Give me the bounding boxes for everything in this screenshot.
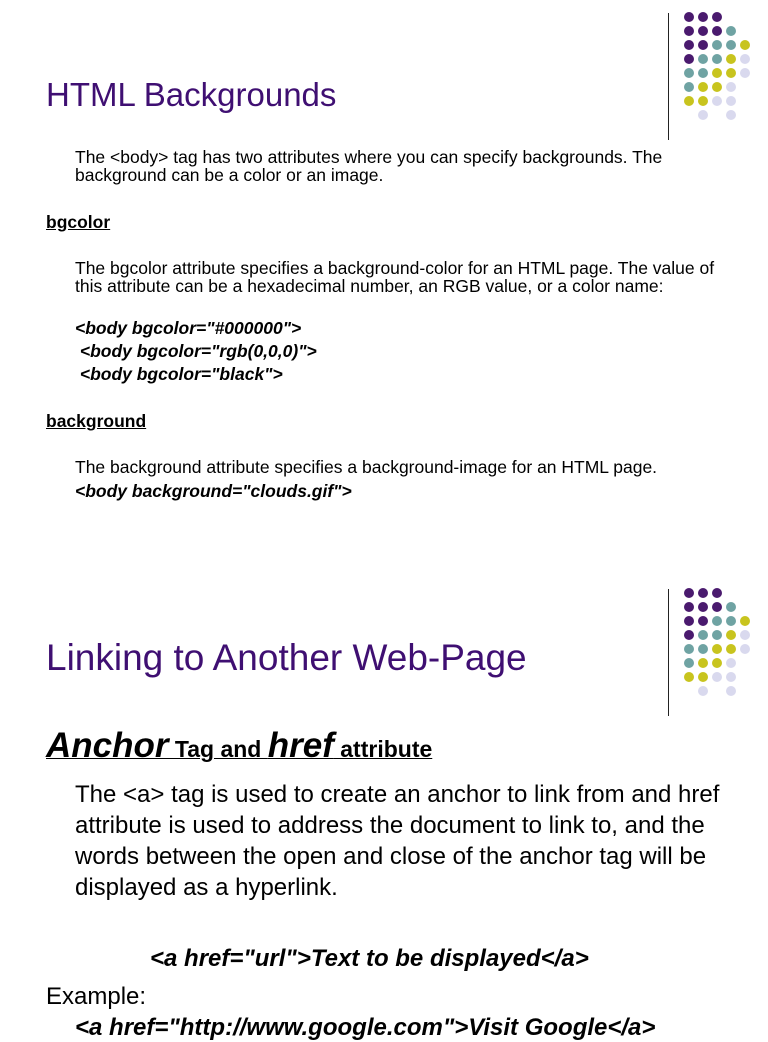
example-code-partial: <a href="http://www.google.com">Visit Google</a> [75,1014,656,1041]
example-label: Example: [46,983,147,1010]
decor-dot [740,616,750,626]
slide-title: HTML Backgrounds [46,76,337,113]
decor-dot [684,616,694,626]
decor-dot [726,658,736,668]
decor-dot [698,616,708,626]
anchor-syntax-code: <a href="url">Text to be displayed</a> [150,945,589,972]
decor-dot [712,672,722,682]
bgcolor-code-line-2: <body bgcolor="rgb(0,0,0)"> [75,341,317,361]
decor-dot [726,644,736,654]
attribute-word: attribute [333,736,433,762]
decor-dot [740,644,750,654]
decor-dot [698,644,708,654]
anchor-word: Anchor [46,726,169,765]
bgcolor-code-line-3: <body bgcolor="black"> [75,364,283,384]
decor-dot [698,658,708,668]
decor-dot [698,588,708,598]
decor-dot [726,630,736,640]
decor-dot [726,686,736,696]
decor-dot [684,644,694,654]
href-word: href [267,726,334,765]
slide-title: Linking to Another Web-Page [46,637,527,678]
decor-dot [712,602,722,612]
decor-divider-line [668,589,669,716]
bgcolor-description: The bgcolor attribute specifies a background-color for an HTML page. The value of this attribute can be a hexadecimal number, an RGB value, or a color name: [75,258,715,296]
decor-dot [698,602,708,612]
background-description: The background attribute specifies a background-image for an HTML page. [75,457,658,477]
decor-dot [726,672,736,682]
decor-dot [684,672,694,682]
decor-dot [684,588,694,598]
bgcolor-code-line-1: <body bgcolor="#000000"> [75,318,302,338]
decor-dot [712,588,722,598]
tag-and-words: Tag and [168,736,268,762]
decor-dot [698,630,708,640]
background-heading: background [46,411,147,431]
decor-dot [684,630,694,640]
decor-dot [712,658,722,668]
decor-dot [698,686,708,696]
decor-dot [726,602,736,612]
decor-dot [712,616,722,626]
decor-dot [698,672,708,682]
decor-dot [712,630,722,640]
decor-dot [740,630,750,640]
background-code-line: <body background="clouds.gif"> [75,481,352,501]
intro-paragraph: The <body> tag has two attributes where you can specify backgrounds. The background can be a color or an image. [75,147,663,185]
decor-dot [684,658,694,668]
bgcolor-heading: bgcolor [46,212,111,232]
anchor-paragraph: The <a> tag is used to create an anchor to link from and href attribute is used to address the document to link to, and the words between the open and close of the anchor tag will be displayed as a hyperlink. [75,781,720,901]
decor-dot [712,644,722,654]
anchor-heading [46,726,432,766]
decor-dot [684,602,694,612]
decor-dot [726,616,736,626]
